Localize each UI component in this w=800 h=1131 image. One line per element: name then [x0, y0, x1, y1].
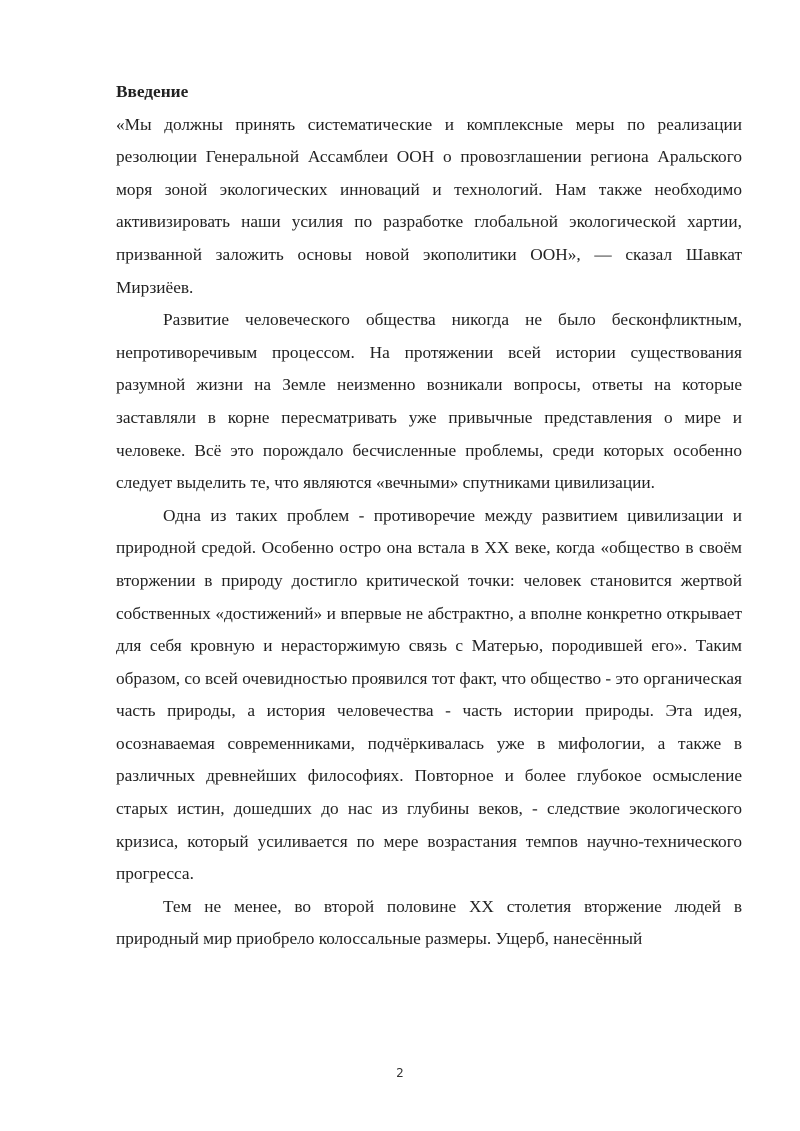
page-number: 2 — [396, 1066, 404, 1080]
paragraph: Одна из таких проблем - противоречие между развитием цивилизации и природной средой. Особенно остро она встала в XX веке, когда «общество в своём вторжении в природу достигло критической точки: человек становится жертвой собственных «достижений» и впервые не абстрактно, а вполне конкретно открывает для себя кровную и нерасторжимую связь с Матерью, породившей его». Таким образом, со всей очевидностью проявился тот факт, что общество - это органическая часть природы, а история человечества - часть истории природы. Эта идея, осознаваемая современниками, подчёркивалась уже в мифологии, а также в различных древнейших философиях. Повторное и более глубокое осмысление старых истин, дошедших до нас из глубины веков, - следствие экологического кризиса, который усиливается по мере возрастания темпов научно-технического прогресса. — [116, 505, 742, 884]
quote-paragraph: «Мы должны принять систематические и комплексные меры по реализации резолюции Генеральной Ассамблеи ООН о провозглашении региона Аральского моря зоной экологических инноваций и технологий. Нам также необходимо активизировать наши усилия по разработке глобальной экологической хартии, призванной заложить основы новой экополитики ООН», — сказал Шавкат Мирзиёев. — [116, 114, 742, 297]
section-heading: Введение — [116, 82, 189, 101]
paragraph: Тем не менее, во второй половине XX столетия вторжение людей в природный мир приобрело колоссальные размеры. Ущерб, нанесённый — [116, 896, 742, 949]
paragraph: Развитие человеческого общества никогда не было бесконфликтным, непротиворечивым процессом. На протяжении всей истории существования разумной жизни на Земле неизменно возникали вопросы, ответы на которые заставляли в корне пересматривать уже привычные представления о мире и человеке. Всё это порождало бесчисленные проблемы, среди которых особенно следует выделить те, что являются «вечными» спутниками цивилизации. — [116, 310, 742, 493]
document-body — [116, 76, 742, 956]
